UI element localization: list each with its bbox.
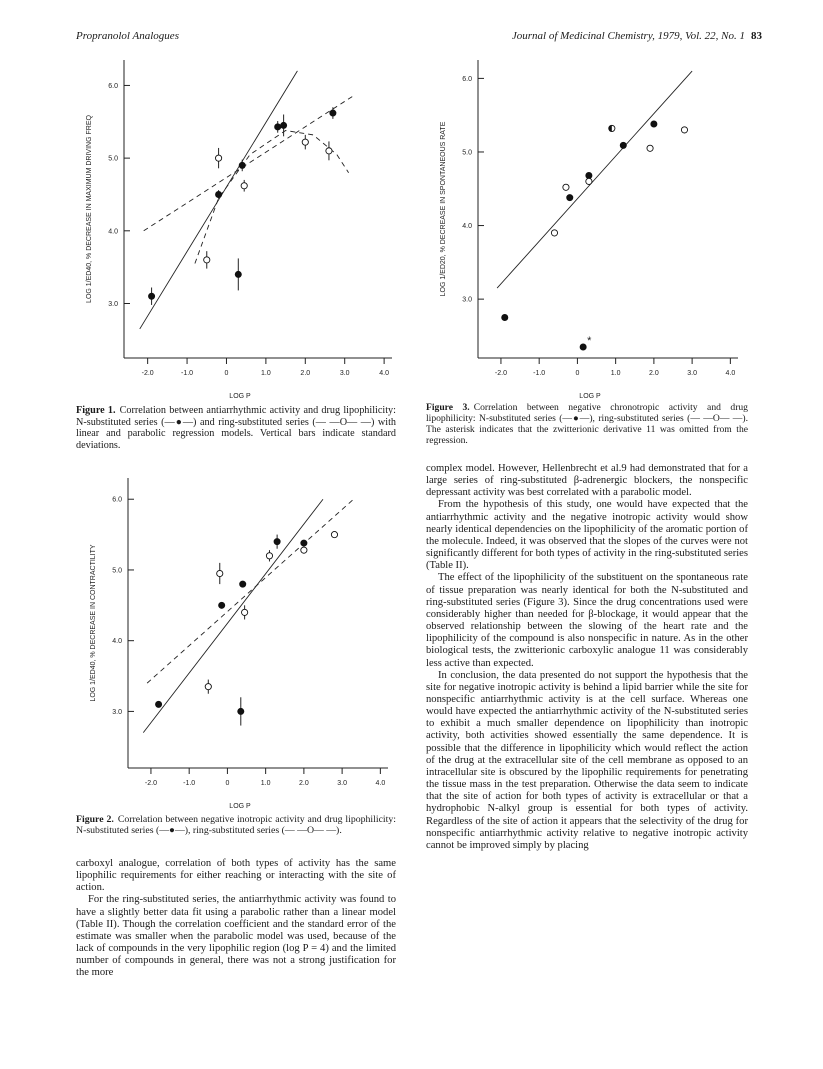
asterisk-marker: * — [587, 334, 592, 347]
data-point-filled — [502, 314, 508, 320]
x-tick-label: 0 — [224, 370, 229, 377]
figure-3-chart — [420, 60, 750, 400]
data-point-filled — [651, 121, 657, 127]
x-tick-label: 0 — [575, 370, 580, 377]
regression-line-solid — [143, 499, 323, 732]
x-tick-label: 2.0 — [299, 780, 309, 787]
data-point-open — [217, 570, 223, 576]
data-point-filled — [274, 539, 280, 545]
x-tick-label: -2.0 — [144, 780, 157, 787]
x-tick-label: 1.0 — [260, 780, 271, 787]
y-tick-label: 6.0 — [108, 82, 118, 90]
data-point-open — [204, 257, 210, 263]
y-tick-label: 4.0 — [112, 638, 122, 646]
paragraph: In conclusion, the data presented do not support the hypothesis that the site for negative inotropic activity is behind a lipid barrier while the site for nonspecific antiarrhythmic activity is at the cell surface. Whereas one would have expected the antiarrhythmic activity of the N-substituted series to exhibit a much smaller dependence on lipophilicity than inotropic activity, both activities showed essentially the same dependence. It is possible that the difference in lipophilicity which would reflect the action of the drug at the extracellular site of the cell membrane as opposed to an intracellular site is obscured by the lipophilic requirements for penetrating the tissue mass in the test preparation. Otherwise the data seem to indicate that the site of action for both types of activity is extracellular or that a hydrophobic N-alkyl group is essential for both types of activity. Regardless of the site of action it appears that the selectivity of the drug for nonspecific antiarrhythmic activity relative to negative inotropic activity cannot be improved simply by placing — [426, 669, 748, 851]
data-point-open — [331, 531, 337, 537]
data-point-open — [681, 127, 687, 133]
paragraph: complex model. However, Hellenbrecht et al.9 had demonstrated that for a large series of ring-substituted β-adrenergic blockers, the nonspecific depressant activity was best correlated with a parabolic model. — [426, 463, 748, 499]
paragraph: For the ring-substituted series, the antiarrhythmic activity was found to have a slightly better data fit using a parabolic rather than a linear model (Table II). Though the correlation coefficient and the standard error of the estimate was smaller when the parabolic model was used, because of the lack of compounds in the very lipophilic region (log P = 4) and the limited number of compounds in general, there was not a strong justification for the more — [76, 894, 396, 979]
figure-2-chart — [70, 478, 400, 813]
data-point-filled — [215, 191, 221, 197]
data-point-filled — [567, 194, 573, 200]
y-tick-label: 3.0 — [108, 300, 118, 308]
regression-line-solid — [140, 71, 298, 329]
body-text-left-column — [76, 858, 396, 980]
regression-line-dashed — [147, 499, 353, 683]
x-tick-label: -1.0 — [533, 370, 546, 377]
paragraph: carboxyl analogue, correlation of both types of activity has the same lipophilic requirements for either reaching or interacting with the site of action. — [76, 858, 396, 894]
y-tick-label: 4.0 — [108, 228, 118, 236]
figure-2-label: Figure 2. — [76, 814, 114, 825]
figure-1-chart — [70, 60, 400, 405]
data-point-open — [266, 553, 272, 559]
figure-2-caption-text: Correlation between negative inotropic activity and drug lipophilicity: N-substituted series (—●—), ring-substituted series (— —O— —). — [76, 814, 396, 837]
data-point-filled — [240, 581, 246, 587]
data-point-filled — [620, 142, 626, 148]
data-point-open — [215, 155, 221, 161]
paragraph: The effect of the lipophilicity of the substituent on the spontaneous rate of tissue preparation was nearly identical for both the N-substituted and ring-substituted series (Figure 3). Since the drug concentrations used were considerably higher than needed for β-blockage, it would appear that the observed relationship between the slowing of the heart rate and the lipophilicity of the compound is also nonspecific in nature. As in the other biological tests, the zwitterionic carboxylic analogue 11 was considerably less active than expected. — [426, 572, 748, 669]
data-point-open — [205, 684, 211, 690]
data-point-filled — [281, 122, 287, 128]
data-point-open — [242, 609, 248, 615]
figure-3-caption — [426, 402, 748, 446]
x-tick-label: 1.0 — [261, 370, 271, 377]
figure-1-label: Figure 1. — [76, 405, 116, 416]
body-text-right-column — [426, 463, 748, 852]
x-tick-label: -2.0 — [141, 370, 154, 377]
regression-line-solid — [497, 71, 692, 288]
y-axis-title: LOG 1/ED40, % DECREASE IN CONTRACTILITY — [90, 544, 97, 702]
data-point-open — [302, 139, 308, 145]
y-tick-label: 5.0 — [112, 567, 122, 575]
data-point-filled — [330, 110, 336, 116]
data-point-filled — [238, 708, 244, 714]
y-axis-title: LOG 1/ED40, % DECREASE IN MAXIMUM DRIVING FREQ — [86, 115, 93, 303]
y-axis-title: LOG 1/ED20, % DECREASE IN SPONTANEOUS RATE — [440, 121, 447, 297]
y-tick-label: 6.0 — [112, 496, 122, 504]
x-tick-label: -2.0 — [494, 370, 507, 377]
x-tick-label: 4.0 — [375, 780, 386, 787]
data-point-open — [301, 547, 307, 553]
y-tick-label: 6.0 — [462, 75, 472, 83]
page-number: 83 — [751, 30, 762, 42]
data-point-filled — [219, 602, 225, 608]
x-tick-label: 0 — [225, 780, 230, 787]
journal-citation: Journal of Medicinal Chemistry, 1979, Vol. 22, No. 1 — [511, 30, 745, 42]
data-point-open — [647, 145, 653, 151]
running-header-left: Propranolol Analogues — [76, 30, 179, 42]
data-point-filled — [235, 271, 241, 277]
y-tick-label: 5.0 — [462, 149, 472, 157]
x-axis-title: LOG P — [229, 803, 251, 810]
data-point-open — [563, 184, 569, 190]
x-tick-label: 4.0 — [725, 370, 736, 377]
x-axis-title: LOG P — [229, 393, 251, 400]
figure-1-caption-text: Correlation between antiarrhythmic activity and drug lipophilicity: N-substituted series (—●—) and ring-substituted series (— —O— —) with linear and parabolic regression models. Vertical bars indicate standard deviations. — [76, 405, 396, 451]
y-tick-label: 3.0 — [462, 296, 472, 304]
data-point-open — [241, 183, 247, 189]
data-point-filled — [275, 124, 281, 130]
data-point-open — [551, 230, 557, 236]
x-tick-label: -1.0 — [181, 370, 194, 377]
figure-2-caption — [76, 814, 396, 836]
figure-1-caption — [76, 405, 396, 451]
y-tick-label: 4.0 — [462, 223, 472, 231]
x-tick-label: -1.0 — [183, 780, 196, 787]
data-point-filled — [580, 344, 586, 350]
x-tick-label: 3.0 — [339, 370, 350, 377]
paragraph: From the hypothesis of this study, one would have expected that the antiarrhythmic activity and the negative inotropic activity would show nearly identical dependencies on the lipophilicity of the aromatic portion of the molecule. Indeed, it was observed that the slopes of the curves were not significantly different for both types of activity in the ring-substituted series (Table II). — [426, 499, 748, 572]
regression-line-dashed — [144, 96, 353, 230]
data-point-filled — [155, 701, 161, 707]
running-header-right — [452, 30, 762, 42]
x-tick-label: 3.0 — [687, 370, 697, 377]
x-tick-label: 1.0 — [610, 370, 621, 377]
x-tick-label: 2.0 — [649, 370, 659, 377]
data-point-open — [326, 148, 332, 154]
x-tick-label: 2.0 — [300, 370, 311, 377]
figure-3-label: Figure 3. — [426, 402, 470, 413]
data-point-filled — [586, 172, 592, 178]
data-point-filled — [148, 293, 154, 299]
y-tick-label: 5.0 — [108, 155, 118, 163]
x-tick-label: 4.0 — [379, 370, 389, 377]
data-point-open — [586, 178, 592, 184]
data-point-filled — [301, 540, 307, 546]
x-axis-title: LOG P — [579, 393, 601, 400]
data-point-filled — [239, 162, 245, 168]
figure-3-caption-text: Correlation between negative chronotropic activity and drug lipophilicity: N-substituted series (—●—), ring-substituted series (— —O— —). The asterisk indicates that the zwitterionic derivative 11 was omitted from the regression. — [426, 402, 748, 446]
y-tick-label: 3.0 — [112, 708, 122, 716]
x-tick-label: 3.0 — [337, 780, 347, 787]
